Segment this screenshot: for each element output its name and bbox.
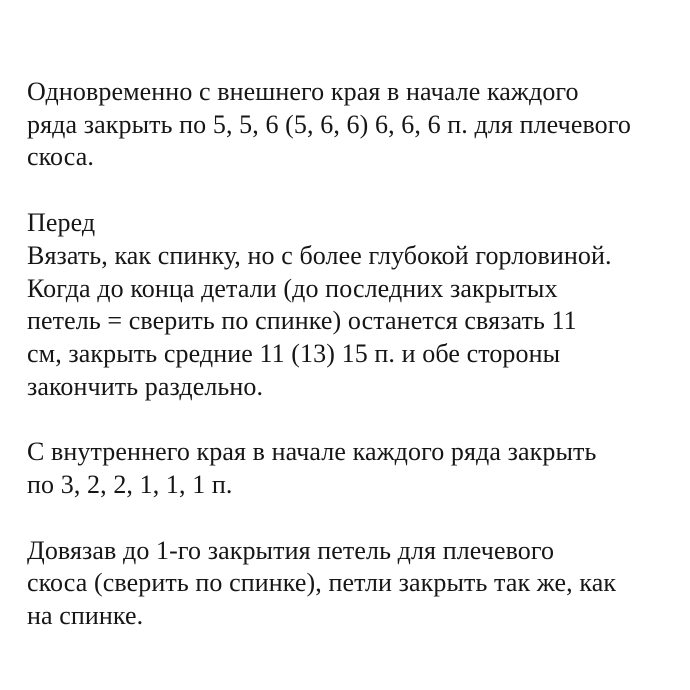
text-line: Довязав до 1-го закрытия петель для плечевого	[27, 535, 555, 565]
text-line: см, закрыть средние 11 (13) 15 п. и обе стороны	[27, 338, 561, 368]
paragraph-front-section	[27, 207, 666, 403]
text-line: Одновременно с внешнего края в начале каждого	[27, 77, 579, 106]
text-line: Вязать, как спинку, но с более глубокой горловиной.	[27, 240, 612, 270]
paragraph-finish-like-back	[27, 535, 666, 633]
paragraph-inner-edge	[27, 436, 666, 501]
text-line: на спинке.	[27, 601, 144, 631]
text-line: скоса.	[27, 142, 94, 172]
section-heading: Перед	[27, 208, 96, 238]
text-line: петель = сверить по спинке) останется связать 11	[27, 306, 577, 336]
paragraph-shoulder-slope	[27, 76, 666, 174]
text-line: скоса (сверить по спинке), петли закрыть так же, как	[27, 568, 617, 598]
text-line: по 3, 2, 2, 1, 1, 1 п.	[27, 470, 233, 500]
text-line: С внутреннего края в начале каждого ряда закрыть	[27, 437, 597, 467]
text-line: Когда до конца детали (до последних закрытых	[27, 273, 558, 303]
text-line: закончить раздельно.	[27, 371, 264, 401]
text-line: ряда закрыть по 5, 5, 6 (5, 6, 6) 6, 6, 6 п. для плечевого	[27, 109, 631, 139]
